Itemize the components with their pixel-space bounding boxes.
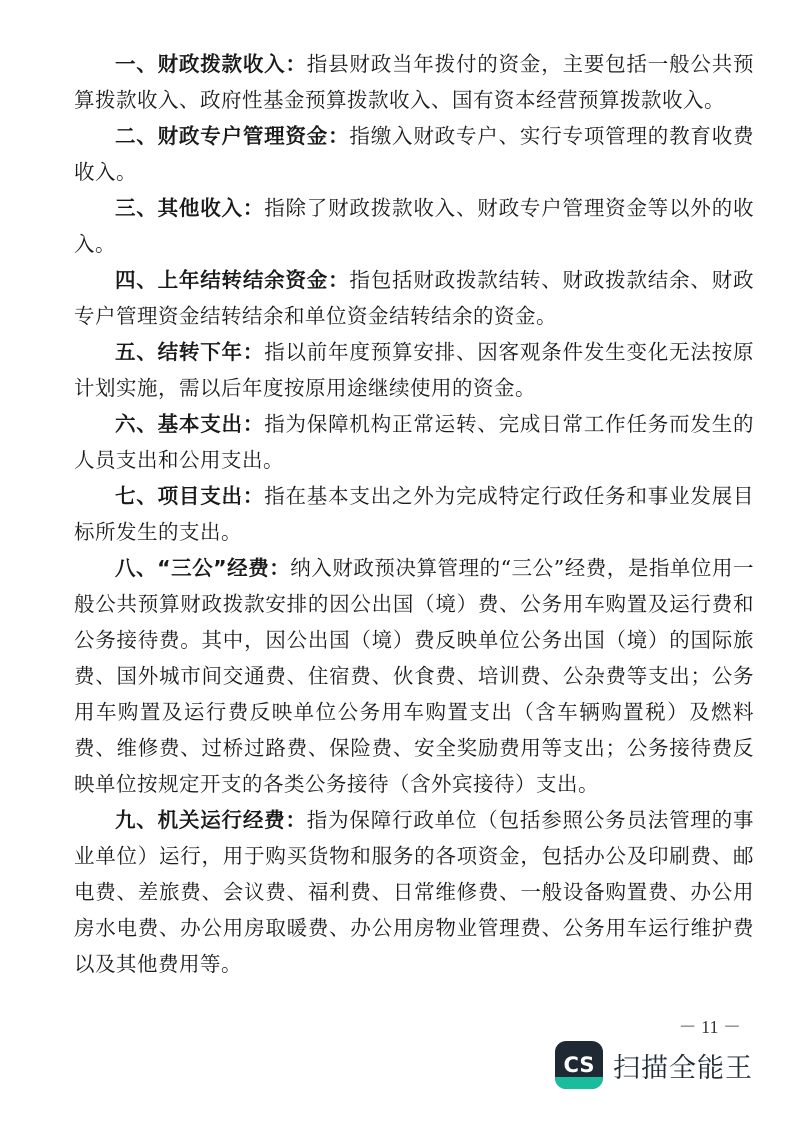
definition-paragraph-5 bbox=[74, 334, 754, 406]
definition-text-1: 指县财政当年拨付的资金，主要包括一般公共预算拨款收入、政府性基金预算拨款收入、国有资本经营预算拨款收入。 bbox=[74, 52, 755, 112]
definition-text-4: 指包括财政拨款结转、财政拨款结余、财政专户管理资金结转结余和单位资金结转结余的资金。 bbox=[74, 268, 755, 328]
definition-term-4: 四、上年结转结余资金： bbox=[115, 268, 350, 292]
definition-text-6: 指为保障机构正常运转、完成日常工作任务而发生的人员支出和公用支出。 bbox=[74, 412, 755, 472]
app-name: 扫描全能王 bbox=[613, 1052, 753, 1084]
definition-text-9: 指为保障行政单位（包括参照公务员法管理的事业单位）运行，用于购买货物和服务的各项资金，包括办公及印刷费、邮电费、差旅费、会议费、福利费、日常维修费、一般设备购置费、办公用房水电费、办公用房取暖费、办公用房物业管理费、公务用车运行维护费以及其他费用等。 bbox=[74, 808, 755, 976]
definition-paragraph-1 bbox=[74, 46, 754, 118]
definition-text-8: 纳入财政预决算管理的“三公”经费，是指单位用一般公共预算财政拨款安排的因公出国（境）费、公务用车购置及运行费和公务接待费。其中，因公出国（境）费反映单位公务出国（境）的国际旅费、国外城市间交通费、住宿费、伙食费、培训费、公杂费等支出；公务用车购置及运行费反映单位公务用车购置支出（含车辆购置税）及燃料费、维修费、过桥过路费、保险费、安全奖励费用等支出；公务接待费反映单位按规定开支的各类公务接待（含外宾接待）支出。 bbox=[74, 556, 754, 796]
definition-paragraph-7 bbox=[74, 478, 754, 550]
camscanner-watermark bbox=[555, 1040, 753, 1090]
definition-term-6: 六、基本支出： bbox=[115, 412, 265, 436]
camscanner-logo-icon bbox=[555, 1041, 603, 1089]
definition-paragraph-4 bbox=[74, 262, 754, 334]
definition-term-1: 一、财政拨款收入： bbox=[115, 52, 307, 76]
camscanner-logo bbox=[555, 1041, 603, 1089]
definition-term-9: 九、机关运行经费： bbox=[115, 808, 307, 832]
definition-text-2: 指缴入财政专户、实行专项管理的教育收费收入。 bbox=[74, 124, 755, 184]
definition-term-3: 三、其他收入： bbox=[115, 196, 265, 220]
definition-paragraph-6 bbox=[74, 406, 754, 478]
definition-text-5: 指以前年度预算安排、因客观条件发生变化无法按原计划实施，需以后年度按原用途继续使用的资金。 bbox=[74, 340, 755, 400]
definition-term-7: 七、项目支出： bbox=[115, 484, 265, 508]
definition-paragraph-3 bbox=[74, 190, 754, 262]
definition-text-7: 指在基本支出之外为完成特定行政任务和事业发展目标所发生的支出。 bbox=[74, 484, 755, 544]
definition-paragraph-8 bbox=[74, 550, 754, 802]
logo-text: CS bbox=[563, 1053, 595, 1077]
definition-paragraph-9 bbox=[74, 802, 754, 982]
logo-accent-bar bbox=[555, 1077, 603, 1089]
document-body bbox=[74, 46, 754, 982]
definition-term-2: 二、财政专户管理资金： bbox=[115, 124, 350, 148]
definition-term-5: 五、结转下年： bbox=[115, 340, 265, 364]
definition-text-3: 指除了财政拨款收入、财政专户管理资金等以外的收入。 bbox=[74, 196, 755, 256]
definition-paragraph-2 bbox=[74, 118, 754, 190]
definition-term-8: 八、“三公”经费： bbox=[115, 556, 291, 580]
page-number: － 11 － bbox=[678, 1017, 741, 1037]
